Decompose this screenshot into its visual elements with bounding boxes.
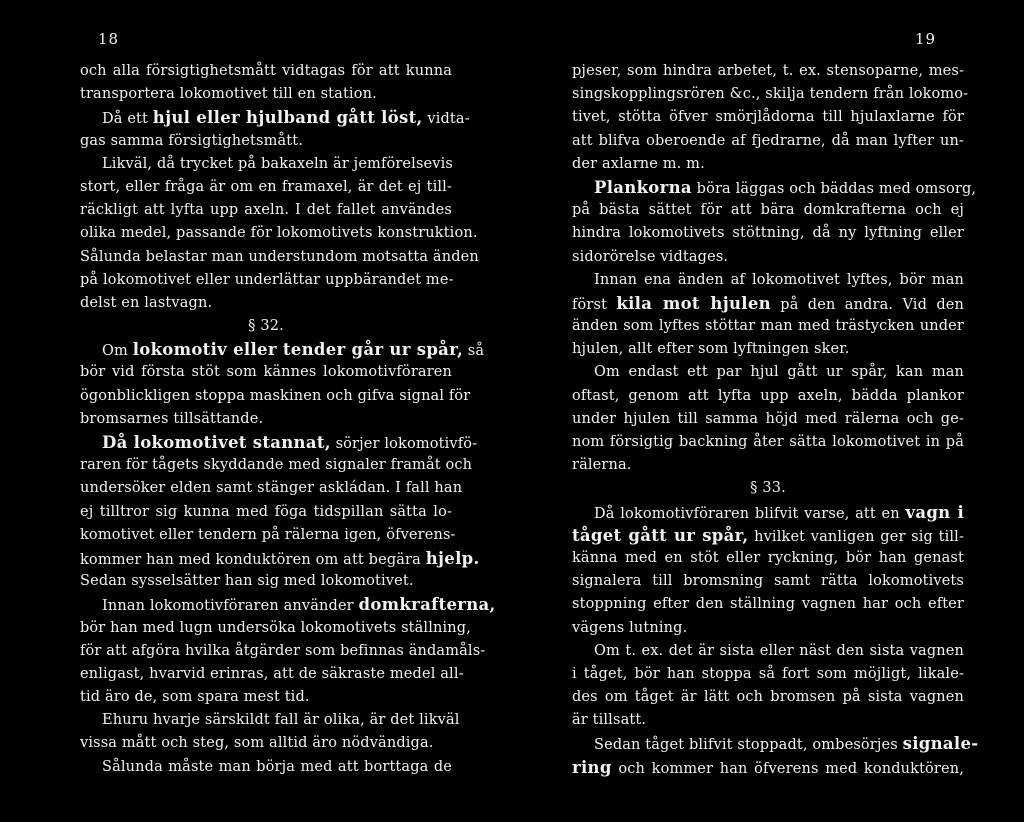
text-segment: gas samma försigtighetsmått.: [80, 132, 303, 149]
text-segment: Likväl, då trycket på bakaxeln är jemförelsevis: [102, 155, 453, 172]
text-segment: raren för tågets skyddande med signaler framåt och: [80, 457, 473, 474]
text-line: [572, 593, 964, 616]
text-segment: är tillsatt.: [572, 712, 647, 729]
text-segment: Sålunda belastar man understundom motsatta änden: [80, 248, 479, 265]
text-line: [80, 686, 452, 709]
text-segment: hindra lokomotivets stöttning, då ny lyftning eller: [572, 225, 964, 242]
text-line: [572, 477, 964, 500]
text-line: [572, 130, 964, 153]
text-segment: under hjulen till samma höjd med rälerna och ge-: [572, 410, 964, 427]
text-line: [572, 756, 964, 779]
text-line: [572, 570, 964, 593]
text-segment: för att afgöra hvilka åtgärder som befinnas ändamåls-: [80, 642, 486, 659]
text-segment: på lokomotivet eller underlättar uppbärandet me-: [80, 271, 454, 288]
text-line: [80, 176, 452, 199]
text-line: [572, 663, 964, 686]
text-line: [80, 501, 452, 524]
text-segment: Sedan sysselsätter han sig med lokomotivet.: [80, 573, 414, 590]
text-line: [80, 153, 452, 176]
text-line: [80, 477, 463, 500]
text-line: [80, 640, 486, 663]
text-segment: Innan lokomotivföraren använder: [102, 598, 359, 615]
text-segment: först: [572, 296, 617, 313]
text-line: [572, 385, 964, 408]
text-segment: delst en lastvagn.: [80, 294, 213, 311]
text-line: [572, 408, 964, 431]
text-segment: och alla försigtighetsmått vidtagas för att kunna: [80, 63, 452, 79]
text-line: [572, 60, 964, 83]
text-segment: hjulen, allt efter som lyftningen sker.: [572, 341, 850, 358]
right-text-column: [572, 60, 979, 779]
text-line: [572, 361, 964, 384]
text-segment: och kommer han öfverens med konduktören,: [611, 760, 964, 777]
text-line: [80, 199, 452, 222]
text-segment: signalera till bromsning samt rätta lokomotivets: [572, 573, 964, 590]
text-segment: sörjer lokomotivfö-: [330, 436, 478, 452]
text-segment: ögonblickligen stoppa maskinen och gifva signal för: [80, 387, 471, 404]
emphasized-term: tåget gått ur spår,: [572, 525, 749, 545]
text-line: [80, 709, 460, 732]
text-segment: Innan ena änden af lokomotivet lyftes, bör man: [594, 271, 964, 288]
emphasized-term: lokomotiv eller tender går ur spår,: [132, 340, 464, 360]
text-segment: enligast, hvarvid erinras, att de säkraste medel all-: [80, 665, 464, 682]
text-line: [80, 408, 452, 431]
text-line: [80, 315, 452, 338]
text-line: [80, 385, 471, 408]
text-line: [572, 153, 964, 176]
text-line: [80, 431, 478, 454]
text-segment: hvilket vanligen ger sig till-: [748, 528, 965, 545]
text-segment: stort, eller fråga är om en framaxel, är det ej till-: [80, 178, 452, 195]
text-line: [572, 292, 964, 315]
text-segment: Sedan tåget blifvit stoppadt, ombesörjes: [594, 737, 903, 754]
text-segment: räckligt att lyfta upp axeln. I det fallet användes: [80, 202, 452, 219]
text-segment: Då lokomotivföraren blifvit varse, att en: [594, 505, 906, 522]
text-segment: pjeser, som hindra arbetet, t. ex. stensoparne, mes-: [572, 63, 964, 79]
text-line: [80, 130, 452, 153]
text-line: [572, 431, 964, 454]
text-line: [572, 222, 964, 245]
text-line: [80, 292, 452, 315]
text-line: [572, 501, 964, 524]
text-segment: des om tåget är lätt och bromsen på sista vagnen: [572, 689, 964, 706]
text-line: [572, 83, 969, 106]
text-line: [572, 524, 964, 547]
emphasized-term: vagn i: [905, 502, 965, 522]
text-segment: på den andra. Vid den: [770, 296, 964, 313]
text-line: [572, 686, 964, 709]
text-line: [572, 547, 964, 570]
emphasized-term: Plankorna: [594, 177, 692, 197]
text-segment: Om: [102, 343, 133, 360]
text-segment: änden som lyftes stöttar man med trästycken under: [572, 318, 964, 335]
text-segment: kommer han med konduktören om att begära: [80, 551, 426, 568]
text-line: [80, 246, 479, 269]
text-segment: nom försigtig backning åter sätta lokomotivet in på: [572, 434, 964, 450]
text-segment: undersöker elden samt stänger askládan. I fall han: [80, 480, 463, 497]
text-line: [80, 83, 452, 106]
text-segment: komotivet eller tendern på rälerna igen, öfverens-: [80, 526, 456, 543]
text-segment: Ehuru hvarje särskildt fall är olika, är det likväl: [102, 712, 460, 729]
text-segment: ej tilltror sig kunna med föga tidspillan sätta lo-: [80, 503, 452, 520]
emphasized-term: hjul eller hjulband gått löst,: [152, 108, 423, 128]
text-segment: bromsarnes tillsättande.: [80, 410, 264, 427]
text-line: [572, 732, 979, 755]
text-segment: der axlarne m. m.: [572, 155, 705, 172]
text-line: [572, 454, 964, 477]
text-segment: vägens lutning.: [572, 619, 688, 636]
text-line: [572, 315, 964, 338]
text-segment: Om endast ett par hjul gått ur spår, kan man: [594, 364, 964, 381]
text-segment: att blifva oberoende af fjedrarne, då man lyfter un-: [572, 132, 964, 149]
text-segment: Då ett: [102, 111, 153, 128]
text-segment: tid äro de, som spara mest tid.: [80, 689, 310, 706]
text-line: [80, 338, 485, 361]
text-segment: olika medel, passande för lokomotivets konstruktion.: [80, 225, 478, 242]
text-line: [80, 60, 452, 83]
text-segment: § 33.: [750, 480, 786, 497]
text-line: [80, 732, 452, 755]
emphasized-term: hjelp.: [425, 548, 480, 568]
text-segment: vissa mått och steg, som alltid äro nödvändiga.: [80, 735, 434, 752]
text-segment: på bästa sättet för att bära domkrafterna och ej: [572, 202, 964, 219]
text-line: [572, 176, 977, 199]
text-segment: böra läggas och bäddas med omsorg,: [691, 180, 977, 197]
text-line: [80, 547, 480, 570]
text-segment: tivet, stötta öfver smörjlådorna till hjulaxlarne för: [572, 109, 964, 126]
left-text-column: [80, 60, 496, 779]
emphasized-term: signale-: [902, 734, 979, 754]
text-segment: singskopplingsrören &c., skilja tendern från lokomo-: [572, 86, 969, 103]
text-line: [80, 593, 496, 616]
text-line: [572, 617, 964, 640]
text-segment: så: [463, 343, 485, 360]
text-line: [572, 640, 964, 663]
emphasized-term: ring: [572, 757, 612, 777]
text-line: [80, 524, 456, 547]
text-segment: § 32.: [248, 318, 284, 335]
text-line: [572, 246, 964, 269]
text-segment: stoppning efter den ställning vagnen har och efter: [572, 596, 964, 613]
text-segment: bör han med lugn undersöka lokomotivets ställning,: [80, 619, 471, 636]
text-line: [572, 338, 964, 361]
text-segment: känna med en stöt eller ryckning, bör han genast: [572, 549, 964, 566]
text-segment: sidorörelse vidtages.: [572, 248, 729, 265]
text-line: [80, 269, 452, 292]
text-line: [80, 454, 473, 477]
text-segment: vidta-: [422, 111, 470, 128]
page-number-right: 19: [915, 30, 937, 48]
emphasized-term: domkrafterna,: [358, 595, 496, 615]
text-segment: oftast, genom att lyfta upp axeln, bädda plankor: [572, 387, 964, 404]
text-line: [80, 756, 452, 779]
emphasized-term: Då lokomotivet stannat,: [102, 433, 331, 452]
emphasized-term: kila mot hjulen: [616, 293, 771, 313]
text-segment: Sålunda måste man börja med att borttaga de: [102, 758, 452, 775]
text-segment: Om t. ex. det är sista eller näst den sista vagnen: [594, 642, 964, 659]
text-line: [572, 269, 964, 292]
text-segment: i tåget, bör han stoppa så fort som möjligt, likale-: [572, 665, 964, 682]
text-line: [80, 106, 470, 129]
text-line: [572, 106, 964, 129]
text-line: [572, 199, 964, 222]
text-line: [80, 361, 452, 384]
text-segment: bör vid första stöt som kännes lokomotivföraren: [80, 364, 452, 381]
text-line: [80, 617, 471, 640]
text-line: [80, 222, 478, 245]
right-page: [512, 0, 1024, 822]
text-line: [80, 663, 464, 686]
page-number-left: 18: [98, 30, 120, 48]
text-line: [572, 709, 964, 732]
text-segment: rälerna.: [572, 457, 632, 474]
text-segment: transportera lokomotivet till en station.: [80, 86, 377, 103]
text-line: [80, 570, 452, 593]
